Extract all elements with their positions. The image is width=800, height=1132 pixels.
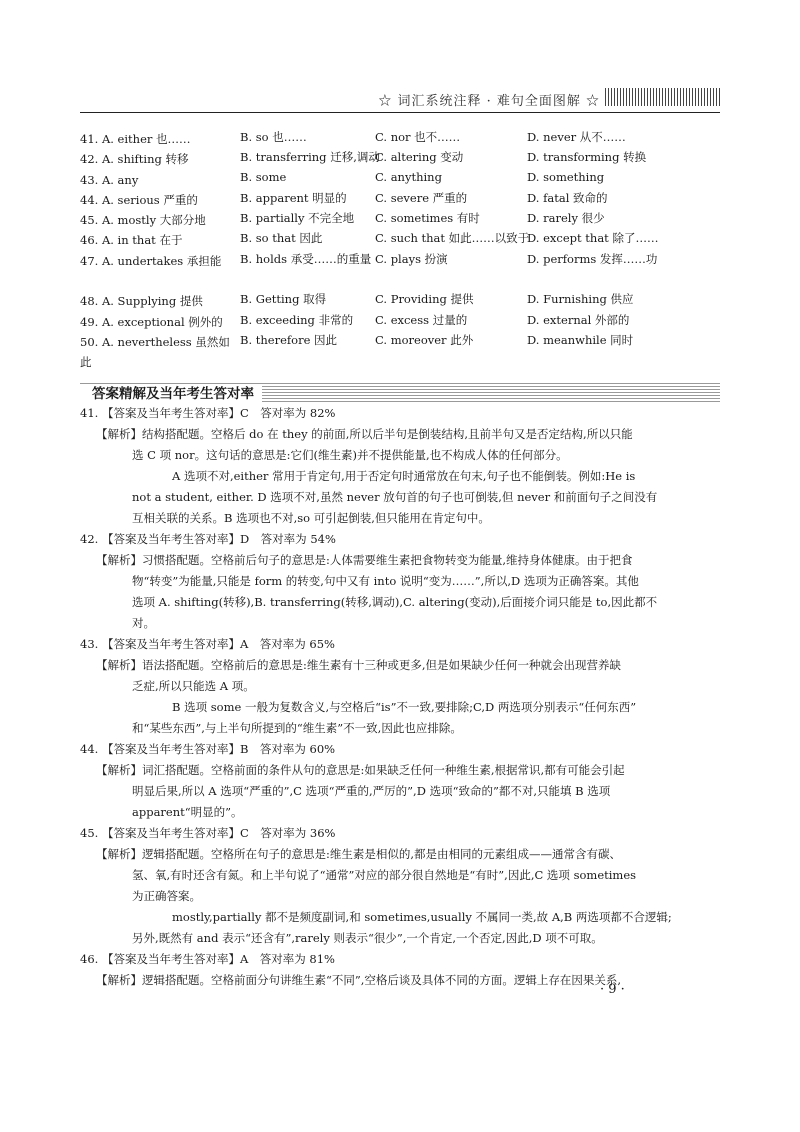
answer-heading: 41. 【答案及当年考生答对率】C 答对率为 82% (80, 406, 336, 420)
option-d: D. fatal 致命的 (527, 190, 608, 205)
option-row (80, 190, 720, 210)
option-row (80, 129, 720, 149)
header-title: ☆ 词汇系统注释 · 难句全面图解 ☆ (378, 94, 600, 109)
explanation-line: 氢、氧,有时还含有氮。和上半句说了“通常”对应的部分很自然地是“有时”,因此,C 选项 sometimes (132, 868, 637, 882)
note-line: mostly,partially 都不是频度副词,和 sometimes,usually 不属同一类,故 A,B 两选项都不合逻辑; (172, 910, 672, 924)
note-line: 和“某些东西”,与上半句所提到的“维生素”不一致,因此也应排除。 (132, 721, 462, 735)
option-b: B. so that 因此 (240, 231, 323, 246)
options-table (80, 129, 720, 370)
option-b: B. transferring 迁移,调动 (240, 150, 380, 165)
answers-section (80, 403, 723, 991)
explanation-line: 【解析】语法搭配题。空格前后的意思是:维生素有十三种或更多,但是如果缺少任何一种就会出现营养缺 (96, 658, 622, 672)
explanation (80, 760, 723, 823)
option-b: B. Getting 取得 (240, 292, 327, 307)
answer-heading: 45. 【答案及当年考生答对率】C 答对率为 36% (80, 826, 336, 840)
option-d: D. never 从不…… (527, 130, 626, 144)
option-row (80, 312, 720, 332)
option-c: C. severe 严重的 (375, 190, 468, 205)
option-c: C. excess 过量的 (375, 312, 468, 327)
option-row (80, 251, 720, 292)
option-a: 41. A. either 也…… (80, 132, 191, 146)
explanation (80, 844, 723, 949)
explanation-line: 物“转变”为能量,只能是 form 的转变,句中又有 into 说明“变为……”,所以,D 选项为正确答案。其他 (132, 574, 639, 588)
option-a: 43. A. any (80, 172, 139, 187)
option-b: B. so 也…… (240, 130, 307, 144)
option-d: D. except that 除了…… (527, 231, 659, 246)
option-d: D. Furnishing 供应 (527, 292, 634, 307)
option-c: C. anything (375, 169, 442, 184)
option-b: B. partially 不完全地 (240, 211, 355, 226)
explanation-line: 【解析】结构搭配题。空格后 do 在 they 的前面,所以后半句是倒装结构,且前半句又是否定结构,所以只能 (96, 427, 633, 441)
option-c: C. Providing 提供 (375, 292, 474, 307)
explanation (80, 655, 723, 739)
explanation-line: 为正确答案。 (132, 889, 201, 903)
option-c: C. nor 也不…… (375, 130, 461, 144)
option-c: C. moreover 此外 (375, 332, 474, 347)
option-a: 48. A. Supplying 提供 (80, 294, 203, 309)
option-d: D. transforming 转换 (527, 150, 647, 165)
note-line: B 选项 some 一般为复数含义,与空格后“is”不一致,要排除;C,D 两选项分别表示“任何东西” (172, 700, 637, 714)
option-row (80, 210, 720, 230)
option-c: C. sometimes 有时 (375, 211, 480, 226)
note-line: 另外,既然有 and 表示“还含有”,rarely 则表示“很少”,一个肯定,一个否定,因此,D 项不可取。 (132, 931, 603, 945)
header-ornament (605, 88, 720, 106)
option-d: D. rarely 很少 (527, 211, 605, 226)
option-d: D. performs 发挥……功 (527, 251, 658, 266)
option-row (80, 332, 720, 370)
option-a: 49. A. exceptional 例外的 (80, 314, 223, 329)
explanation-line: 乏症,所以只能选 A 项。 (132, 679, 255, 693)
explanation-line: 明显后果,所以 A 选项“严重的”,C 选项“严重的,严厉的”,D 选项“致命的”都不对,只能填 B 选项 (132, 784, 611, 798)
option-d: D. external 外部的 (527, 312, 630, 327)
answer-heading: 44. 【答案及当年考生答对率】B 答对率为 60% (80, 742, 336, 756)
option-a: 42. A. shifting 转移 (80, 152, 189, 167)
option-row (80, 230, 720, 250)
option-b: B. some (240, 169, 287, 184)
option-a: 45. A. mostly 大部分地 (80, 213, 206, 228)
explanation-line: 【解析】逻辑搭配题。空格所在句子的意思是:维生素是相似的,都是由相同的元素组成——通常含有碳、 (96, 847, 622, 861)
explanation-line: 【解析】词汇搭配题。空格前面的条件从句的意思是:如果缺乏任何一种维生素,根据常识,都有可能会引起 (96, 763, 625, 777)
option-d: D. meanwhile 同时 (527, 332, 634, 347)
option-row (80, 291, 720, 311)
answer-heading: 46. 【答案及当年考生答对率】A 答对率为 81% (80, 952, 335, 966)
running-header (80, 86, 720, 113)
note-line: not a student, either. D 选项不对,虽然 never 放句首的句子也可倒装,但 never 和前面句子之间没有 (132, 490, 658, 504)
option-b: B. therefore 因此 (240, 332, 338, 347)
option-b: B. apparent 明显的 (240, 190, 347, 205)
answer-heading: 43. 【答案及当年考生答对率】A 答对率为 65% (80, 637, 335, 651)
note-line: 互相关联的关系。B 选项也不对,so 可引起倒装,但只能用在肯定句中。 (132, 511, 490, 525)
answer-heading: 42. 【答案及当年考生答对率】D 答对率为 54% (80, 532, 336, 546)
option-c: C. altering 变动 (375, 150, 464, 165)
explanation (80, 424, 723, 529)
explanation-line: apparent“明显的”。 (132, 805, 243, 819)
page-number: · 9 · (600, 982, 625, 997)
note-line: A 选项不对,either 常用于肯定句,用于否定句时通常放在句末,句子也不能倒装。例如:He is (172, 469, 636, 483)
explanation-line: 选 C 项 nor。这句话的意思是:它们(维生素)并不提供能量,也不构成人体的任何部分。 (132, 448, 568, 462)
option-a: 50. A. nevertheless 虽然如此 (80, 334, 230, 370)
section-heading (80, 383, 720, 403)
option-b: B. holds 承受……的重量 (240, 251, 372, 266)
option-a: 46. A. in that 在于 (80, 233, 183, 248)
explanation-line: 【解析】习惯搭配题。空格前后句子的意思是:人体需要维生素把食物转变为能量,维持身体健康。由于把食 (96, 553, 633, 567)
option-row (80, 149, 720, 169)
explanation-line: 选项 A. shifting(转移),B. transferring(转移,调动),C. altering(变动),后面接介词只能是 to,因此都不 (132, 595, 658, 609)
explanation-line: 对。 (132, 616, 155, 630)
option-a: 44. A. serious 严重的 (80, 192, 198, 207)
explanation-line: 【解析】逻辑搭配题。空格前面分句讲维生素“不同”,空格后谈及具体不同的方面。逻辑上存在因果关系, (96, 973, 622, 987)
option-a: 47. A. undertakes 承担能 (80, 253, 222, 268)
explanation (80, 550, 723, 634)
option-c: C. such that 如此……以致于 (375, 231, 530, 246)
option-c: C. plays 扮演 (375, 251, 448, 266)
option-b: B. exceeding 非常的 (240, 312, 354, 327)
section-title-text: 答案精解及当年考生答对率 (80, 386, 262, 402)
option-d: D. something (527, 169, 605, 184)
explanation (80, 970, 723, 991)
option-row (80, 170, 720, 190)
